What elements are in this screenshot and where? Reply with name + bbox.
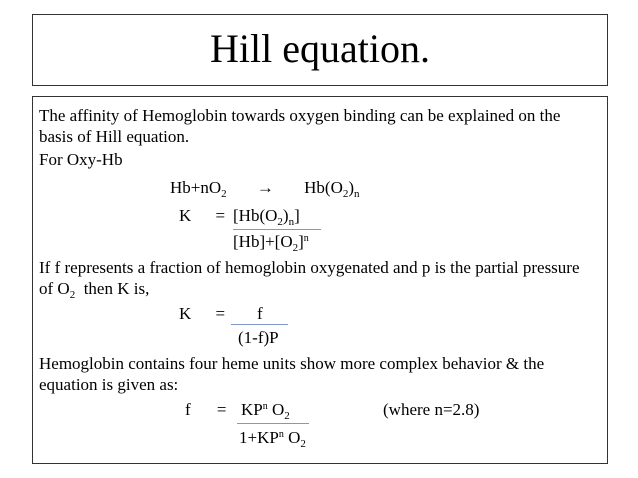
f-fraction-line — [237, 423, 309, 424]
slide-title: Hill equation. — [210, 26, 430, 71]
k1-den-sup: n — [303, 233, 309, 244]
k1-num-close: ) — [282, 206, 289, 225]
f-num-sup: n — [262, 401, 268, 412]
reaction-rhs: Hb(O — [304, 178, 343, 197]
oxy-hb-label: For Oxy-Hb — [39, 150, 123, 169]
k1-num-sub2: 2 — [277, 216, 283, 228]
reaction-equation — [170, 177, 360, 198]
f-den-b: O — [283, 428, 301, 447]
k2-numerator: f — [257, 304, 263, 323]
k1-symbol: K — [179, 206, 192, 225]
f-symbol: f — [185, 400, 191, 419]
k1-num-end: ] — [294, 206, 300, 225]
title-box — [32, 14, 608, 86]
f-equation-lhs — [185, 399, 227, 420]
k1-fraction-line — [233, 229, 321, 230]
k2-equals: = — [215, 304, 226, 323]
f-equals: = — [216, 400, 227, 419]
k-equation-1-lhs — [179, 205, 225, 226]
k1-den-sub: 2 — [292, 242, 299, 254]
k-equation-1-numerator — [233, 205, 300, 226]
f-den-sup: n — [278, 429, 284, 440]
intro-paragraph: The affinity of Hemoglobin towards oxygen binding can be explained on the basis of Hill equation. — [39, 106, 561, 146]
k-equation-1-denominator — [233, 231, 309, 252]
f-denominator — [239, 427, 306, 448]
content-box — [32, 96, 608, 464]
f-num-b: O — [267, 400, 285, 419]
f-den-sub: 2 — [300, 438, 306, 450]
reaction-lhs: Hb+nO — [170, 178, 222, 197]
f-num-a: KP — [241, 400, 263, 419]
reaction-lhs-sub: 2 — [221, 188, 227, 200]
k1-equals: = — [215, 206, 226, 225]
f-numerator — [241, 399, 290, 420]
f-den-a: 1+KP — [239, 428, 279, 447]
k2-fraction-line — [231, 324, 288, 325]
k2-denominator: (1-f)P — [238, 328, 279, 347]
fraction-text-b: then K is, — [75, 279, 150, 298]
k2-symbol: K — [179, 304, 192, 323]
k1-den-a: [Hb]+[O — [233, 232, 293, 251]
reaction-arrow: → — [256, 178, 274, 197]
fraction-paragraph — [39, 257, 595, 299]
k1-num-open: [Hb(O — [233, 206, 278, 225]
k-equation-2-lhs — [179, 303, 225, 324]
k1-den-b: ] — [298, 232, 304, 251]
k1-num-sub-n: n — [288, 216, 295, 228]
f-num-sub: 2 — [284, 410, 290, 422]
reaction-rhs-close: ) — [348, 178, 355, 197]
reaction-rhs-sub-n: n — [354, 188, 360, 200]
complex-paragraph: Hemoglobin contains four heme units show more complex behavior & the equation is given as: — [39, 354, 545, 394]
n-value-note: (where n=2.8) — [383, 400, 480, 419]
reaction-rhs-sub: 2 — [342, 188, 349, 200]
fraction-text-a: If f represents a fraction of hemoglobin oxygenated and p is the partial pressure of O — [39, 258, 580, 298]
fraction-text-sub: 2 — [69, 289, 76, 301]
